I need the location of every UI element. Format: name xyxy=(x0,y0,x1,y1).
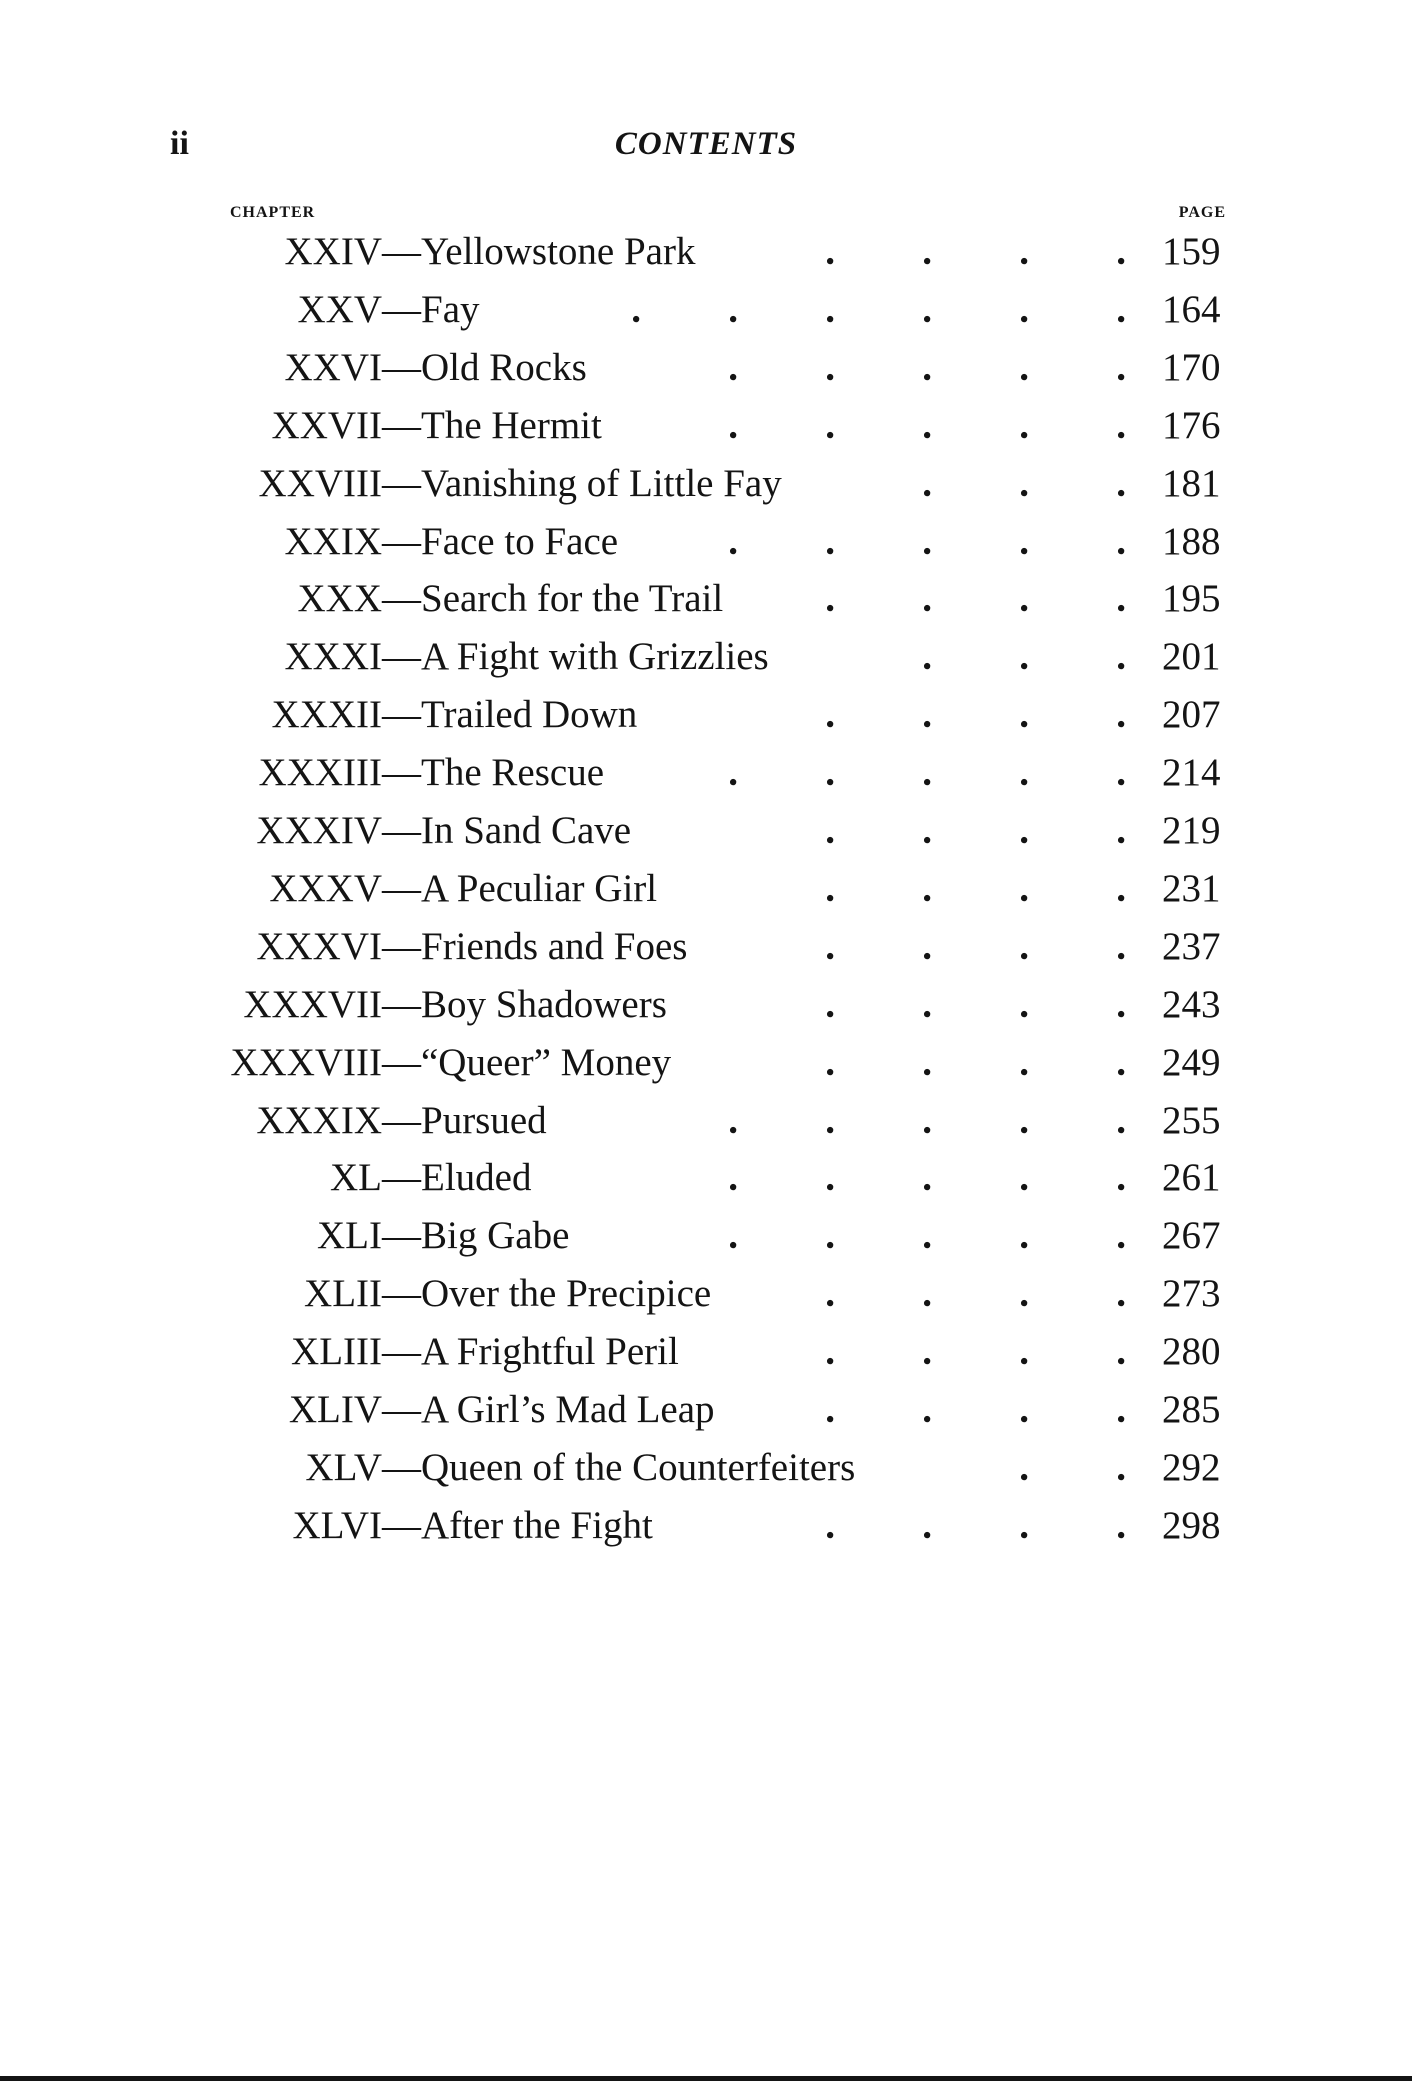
chapter-numeral: XXXII xyxy=(271,693,382,737)
page-reference: 231 xyxy=(1162,866,1221,910)
chapter-numeral: XXX xyxy=(297,577,382,621)
toc-entry xyxy=(0,1034,1412,1092)
page-reference: 164 xyxy=(1162,287,1221,331)
leader-dot: . xyxy=(1019,866,1029,910)
leader-dot: . xyxy=(728,751,738,795)
leader-dot: . xyxy=(825,1388,835,1431)
chapter-numeral: XXXVIII xyxy=(230,1040,382,1084)
dot-leader xyxy=(641,1092,1126,1150)
leader-dot: . xyxy=(922,403,932,447)
dot-leader xyxy=(738,686,1126,744)
chapter-title: Eluded xyxy=(421,1156,532,1200)
dot-leader xyxy=(738,1497,1126,1555)
leader-dot: . xyxy=(1019,230,1029,273)
leader-dot: . xyxy=(922,1272,932,1316)
leader-dot: . xyxy=(1019,287,1029,331)
leader-dot: . xyxy=(1116,1098,1126,1142)
leader-dot: . xyxy=(728,1098,738,1142)
page-reference: 298 xyxy=(1162,1503,1221,1547)
em-dash: — xyxy=(382,1445,421,1489)
chapter-numeral: XXXVII xyxy=(243,982,382,1026)
leader-dot: . xyxy=(1116,461,1126,505)
dot-leader xyxy=(641,339,1126,397)
chapter-numeral: XL xyxy=(330,1156,382,1200)
page-reference: 195 xyxy=(1162,577,1221,621)
dot-leader xyxy=(738,918,1126,976)
chapter-title: Trailed Down xyxy=(421,693,638,737)
toc-entry xyxy=(0,802,1412,860)
em-dash: — xyxy=(382,230,421,273)
toc-entry xyxy=(0,513,1412,571)
em-dash: — xyxy=(382,924,421,968)
em-dash: — xyxy=(382,577,421,621)
toc-entry xyxy=(0,686,1412,744)
leader-dot: . xyxy=(825,924,835,968)
em-dash: — xyxy=(382,345,421,389)
toc-entry xyxy=(0,976,1412,1034)
chapter-title: Big Gabe xyxy=(421,1214,570,1258)
leader-dot: . xyxy=(922,924,932,968)
leader-dot: . xyxy=(1019,1388,1029,1431)
bottom-rule xyxy=(0,2076,1412,2081)
leader-dot: . xyxy=(1116,1503,1126,1547)
toc-entry xyxy=(0,860,1412,918)
toc-entry xyxy=(0,628,1412,686)
leader-dot: . xyxy=(1019,1503,1029,1547)
chapter-title: Search for the Trail xyxy=(421,577,724,621)
leader-dot: . xyxy=(922,1156,932,1200)
em-dash: — xyxy=(382,982,421,1026)
leader-dot: . xyxy=(922,287,932,331)
leader-dot: . xyxy=(825,1272,835,1316)
dot-leader xyxy=(932,1439,1126,1497)
leader-dot: . xyxy=(825,1098,835,1142)
dot-leader xyxy=(738,1381,1126,1439)
page-reference: 207 xyxy=(1162,693,1221,737)
page-reference: 280 xyxy=(1162,1330,1221,1374)
page-reference: 176 xyxy=(1162,403,1221,447)
leader-dot: . xyxy=(825,403,835,447)
page-reference: 249 xyxy=(1162,1040,1221,1084)
leader-dot: . xyxy=(825,345,835,389)
leader-dot: . xyxy=(825,230,835,273)
leader-dot: . xyxy=(825,1330,835,1374)
chapter-numeral: XXVII xyxy=(271,403,382,447)
toc-entry xyxy=(0,1092,1412,1150)
leader-dot: . xyxy=(922,751,932,795)
chapter-title: In Sand Cave xyxy=(421,809,632,852)
em-dash: — xyxy=(382,287,421,331)
toc-entry xyxy=(0,918,1412,976)
leader-dot: . xyxy=(825,577,835,621)
dot-leader xyxy=(641,744,1126,802)
chapter-title: A Frightful Peril xyxy=(421,1330,679,1374)
leader-dot: . xyxy=(922,1214,932,1258)
leader-dot: . xyxy=(728,519,738,563)
leader-dot: . xyxy=(825,1503,835,1547)
leader-dot: . xyxy=(1116,982,1126,1026)
chapter-title: The Rescue xyxy=(421,751,605,795)
leader-dot: . xyxy=(1019,693,1029,737)
leader-dot: . xyxy=(825,287,835,331)
chapter-title: Old Rocks xyxy=(421,345,587,389)
chapter-numeral: XXVIII xyxy=(258,461,382,505)
chapter-numeral: XLIV xyxy=(288,1388,382,1431)
leader-dot: . xyxy=(922,1330,932,1374)
leader-dot: . xyxy=(728,287,738,331)
leader-dot: . xyxy=(825,1156,835,1200)
chapter-title: Friends and Foes xyxy=(421,924,688,968)
dot-leader xyxy=(738,802,1126,860)
em-dash: — xyxy=(382,1098,421,1142)
em-dash: — xyxy=(382,519,421,563)
leader-dot: . xyxy=(1116,866,1126,910)
leader-dot: . xyxy=(1019,635,1029,679)
leader-dot: . xyxy=(1019,1214,1029,1258)
leader-dot: . xyxy=(1019,1040,1029,1084)
chapter-title: The Hermit xyxy=(421,403,602,447)
leader-dot: . xyxy=(922,519,932,563)
em-dash: — xyxy=(382,635,421,679)
page-reference: 170 xyxy=(1162,345,1221,389)
leader-dot: . xyxy=(1116,519,1126,563)
em-dash: — xyxy=(382,693,421,737)
leader-dot: . xyxy=(1116,924,1126,968)
chapter-title: Boy Shadowers xyxy=(421,982,667,1026)
leader-dot: . xyxy=(1116,1445,1126,1489)
chapter-title: A Fight with Grizzlies xyxy=(421,635,769,679)
page-reference: 188 xyxy=(1162,519,1221,563)
toc-entry xyxy=(0,1323,1412,1381)
leader-dot: . xyxy=(922,1503,932,1547)
dot-leader xyxy=(738,570,1126,628)
leader-dot: . xyxy=(825,1214,835,1258)
leader-dot: . xyxy=(1019,751,1029,795)
em-dash: — xyxy=(382,461,421,505)
page-column-label: PAGE xyxy=(1178,204,1226,221)
page-reference: 159 xyxy=(1162,230,1221,273)
leader-dot: . xyxy=(922,230,932,273)
page-number: ii xyxy=(170,125,189,162)
chapter-title: Fay xyxy=(421,287,480,331)
toc-entry xyxy=(0,570,1412,628)
page-reference: 273 xyxy=(1162,1272,1221,1316)
leader-dot: . xyxy=(1019,403,1029,447)
leader-dot: . xyxy=(922,635,932,679)
chapter-numeral: XLI xyxy=(317,1214,382,1258)
page-reference: 243 xyxy=(1162,982,1221,1026)
toc-entry xyxy=(0,281,1412,339)
leader-dot: . xyxy=(1116,1156,1126,1200)
chapter-numeral: XXIV xyxy=(284,230,382,273)
chapter-title: A Peculiar Girl xyxy=(421,866,658,910)
toc-entry xyxy=(0,1265,1412,1323)
dot-leader xyxy=(738,976,1126,1034)
em-dash: — xyxy=(382,1503,421,1547)
chapter-numeral: XLIII xyxy=(291,1330,382,1374)
chapter-numeral: XXV xyxy=(297,287,382,331)
leader-dot: . xyxy=(1116,345,1126,389)
leader-dot: . xyxy=(825,1040,835,1084)
dot-leader xyxy=(641,513,1126,571)
leader-dot: . xyxy=(1019,982,1029,1026)
chapter-title: Pursued xyxy=(421,1098,547,1142)
chapter-numeral: XLVI xyxy=(292,1503,382,1547)
leader-dot: . xyxy=(825,519,835,563)
leader-dot: . xyxy=(1116,1040,1126,1084)
page-reference: 285 xyxy=(1162,1388,1221,1431)
chapter-numeral: XXVI xyxy=(284,345,382,389)
page-reference: 255 xyxy=(1162,1098,1221,1142)
leader-dot: . xyxy=(825,982,835,1026)
em-dash: — xyxy=(382,751,421,795)
em-dash: — xyxy=(382,1040,421,1084)
toc-entry xyxy=(0,455,1412,513)
dot-leader xyxy=(544,281,1126,339)
leader-dot: . xyxy=(1019,809,1029,852)
leader-dot: . xyxy=(1019,1445,1029,1489)
leader-dot: . xyxy=(1116,1330,1126,1374)
page-reference: 267 xyxy=(1162,1214,1221,1258)
leader-dot: . xyxy=(1019,577,1029,621)
leader-dot: . xyxy=(922,345,932,389)
leader-dot: . xyxy=(728,345,738,389)
chapter-title: Yellowstone Park xyxy=(421,230,696,273)
toc-entry xyxy=(0,1497,1412,1555)
page-reference: 181 xyxy=(1162,461,1221,505)
leader-dot: . xyxy=(922,982,932,1026)
em-dash: — xyxy=(382,1272,421,1316)
leader-dot: . xyxy=(1019,1098,1029,1142)
em-dash: — xyxy=(382,1388,421,1431)
toc-entry xyxy=(0,397,1412,455)
dot-leader xyxy=(641,1149,1126,1207)
leader-dot: . xyxy=(1116,403,1126,447)
em-dash: — xyxy=(382,866,421,910)
chapter-title: Vanishing of Little Fay xyxy=(421,461,782,505)
dot-leader xyxy=(738,223,1126,281)
leader-dot: . xyxy=(1019,519,1029,563)
dot-leader xyxy=(738,1034,1126,1092)
leader-dot: . xyxy=(728,1156,738,1200)
toc-entry xyxy=(0,1149,1412,1207)
dot-leader xyxy=(738,1323,1126,1381)
toc-entry xyxy=(0,1381,1412,1439)
leader-dot: . xyxy=(1116,1388,1126,1431)
chapter-numeral: XXXIV xyxy=(256,809,382,852)
running-head: CONTENTS xyxy=(614,126,798,162)
toc-entry xyxy=(0,339,1412,397)
chapter-numeral: XXXVI xyxy=(256,924,382,968)
leader-dot: . xyxy=(922,693,932,737)
page-reference: 214 xyxy=(1162,751,1221,795)
em-dash: — xyxy=(382,1214,421,1258)
em-dash: — xyxy=(382,809,421,852)
chapter-numeral: XXXI xyxy=(284,635,382,679)
leader-dot: . xyxy=(825,809,835,852)
chapter-title: A Girl’s Mad Leap xyxy=(421,1388,715,1431)
leader-dot: . xyxy=(825,866,835,910)
leader-dot: . xyxy=(1019,1156,1029,1200)
toc-entry xyxy=(0,744,1412,802)
leader-dot: . xyxy=(631,287,641,331)
dot-leader xyxy=(641,397,1126,455)
chapter-numeral: XXXV xyxy=(269,866,382,910)
leader-dot: . xyxy=(922,577,932,621)
toc-entry xyxy=(0,223,1412,281)
leader-dot: . xyxy=(1116,1272,1126,1316)
dot-leader xyxy=(835,455,1126,513)
leader-dot: . xyxy=(1019,1272,1029,1316)
leader-dot: . xyxy=(1116,809,1126,852)
page-reference: 219 xyxy=(1162,809,1221,852)
toc-entry xyxy=(0,1207,1412,1265)
chapter-title: Queen of the Counterfeiters xyxy=(421,1445,856,1489)
toc-entry xyxy=(0,1439,1412,1497)
page-reference: 237 xyxy=(1162,924,1221,968)
chapter-title: After the Fight xyxy=(421,1503,653,1547)
leader-dot: . xyxy=(1116,230,1126,273)
leader-dot: . xyxy=(1116,751,1126,795)
leader-dot: . xyxy=(922,866,932,910)
page-reference: 261 xyxy=(1162,1156,1221,1200)
leader-dot: . xyxy=(1116,1214,1126,1258)
leader-dot: . xyxy=(825,693,835,737)
leader-dot: . xyxy=(1116,577,1126,621)
em-dash: — xyxy=(382,1156,421,1200)
chapter-numeral: XLII xyxy=(304,1272,382,1316)
leader-dot: . xyxy=(922,1098,932,1142)
dot-leader xyxy=(835,628,1126,686)
page-reference: 292 xyxy=(1162,1445,1221,1489)
chapter-numeral: XXIX xyxy=(284,519,382,563)
chapter-title: Over the Precipice xyxy=(421,1272,712,1316)
chapter-numeral: XLV xyxy=(305,1445,382,1489)
chapter-column-label: CHAPTER xyxy=(230,204,316,221)
chapter-title: Face to Face xyxy=(421,519,619,563)
leader-dot: . xyxy=(1019,345,1029,389)
dot-leader xyxy=(641,1207,1126,1265)
page-reference: 201 xyxy=(1162,635,1221,679)
leader-dot: . xyxy=(1019,1330,1029,1374)
leader-dot: . xyxy=(922,1388,932,1431)
leader-dot: . xyxy=(1116,635,1126,679)
dot-leader xyxy=(738,1265,1126,1323)
leader-dot: . xyxy=(922,1040,932,1084)
em-dash: — xyxy=(382,1330,421,1374)
leader-dot: . xyxy=(922,809,932,852)
em-dash: — xyxy=(382,403,421,447)
leader-dot: . xyxy=(728,403,738,447)
chapter-numeral: XXXIII xyxy=(258,751,382,795)
leader-dot: . xyxy=(728,1214,738,1258)
leader-dot: . xyxy=(1019,924,1029,968)
dot-leader xyxy=(738,860,1126,918)
chapter-title: “Queer” Money xyxy=(421,1040,672,1084)
leader-dot: . xyxy=(1019,461,1029,505)
chapter-numeral: XXXIX xyxy=(256,1098,382,1142)
leader-dot: . xyxy=(1116,693,1126,737)
leader-dot: . xyxy=(922,461,932,505)
leader-dot: . xyxy=(1116,287,1126,331)
leader-dot: . xyxy=(825,751,835,795)
